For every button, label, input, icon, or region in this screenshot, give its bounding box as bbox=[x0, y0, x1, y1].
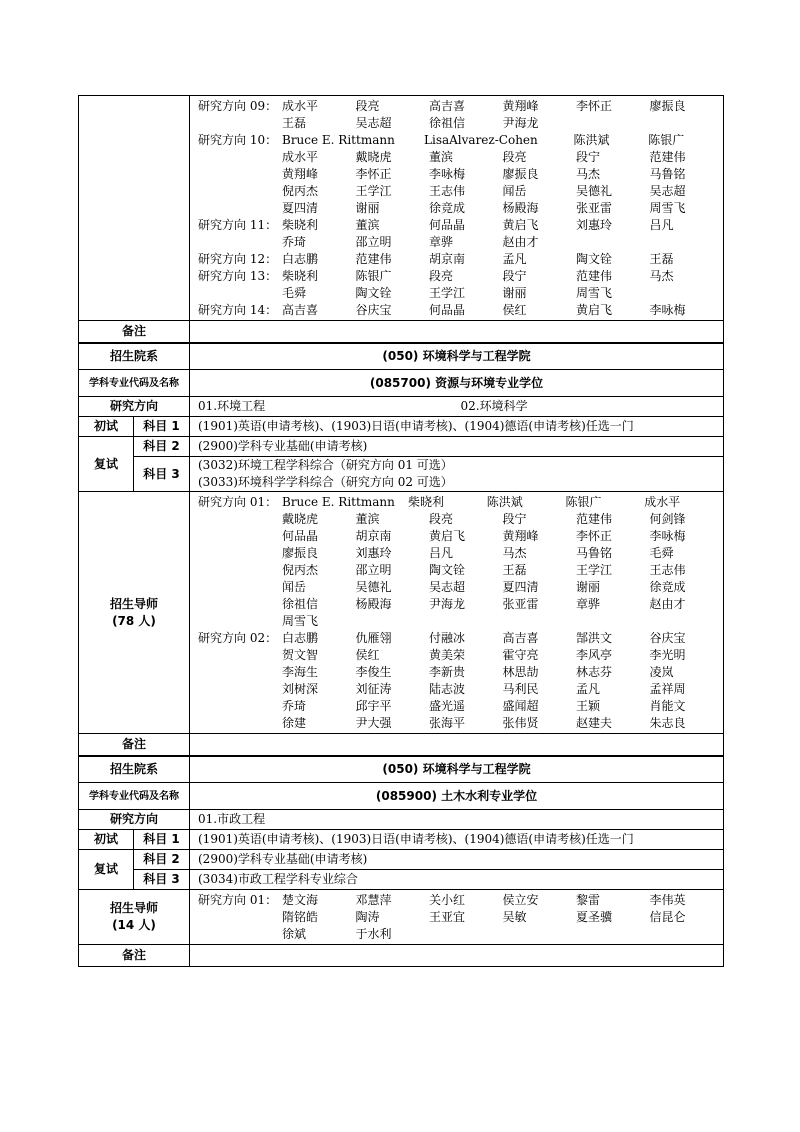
supervisor-name: Bruce E. Rittmann bbox=[282, 133, 395, 147]
supervisor-name: 陈洪斌 bbox=[573, 133, 610, 147]
supervisor-name: 戴晓虎 bbox=[355, 150, 392, 164]
research-direction-label: 研究方向 10： bbox=[198, 133, 278, 147]
research-direction-label: 研究方向 13： bbox=[198, 269, 278, 283]
supervisor-name: 吴志超 bbox=[355, 116, 392, 130]
supervisor-name: 倪丙杰 bbox=[282, 184, 319, 198]
supervisor-name: 马杰 bbox=[649, 269, 674, 283]
subject1-value: (1901)英语(申请考核)、(1903)日语(申请考核)、(1904)德语(申请考核)任选一门 bbox=[190, 830, 724, 850]
supervisor-name: 张伟贤 bbox=[502, 716, 539, 730]
supervisor-name: 盛闻超 bbox=[502, 699, 539, 713]
supervisor-name: 谢丽 bbox=[576, 580, 601, 594]
supervisor-name: 张亚雷 bbox=[576, 201, 613, 215]
supervisor-name: 刘征涛 bbox=[355, 682, 392, 696]
supervisor-name: 范建伟 bbox=[649, 150, 686, 164]
supervisor-name: 李咏梅 bbox=[649, 303, 686, 317]
supervisor-name: 倪丙杰 bbox=[282, 563, 319, 577]
supervisor-name: 章骅 bbox=[429, 235, 454, 249]
supervisor-name: 李怀正 bbox=[576, 99, 613, 113]
remark-label: 备注 bbox=[79, 734, 190, 756]
supervisor-name: 吴德礼 bbox=[355, 580, 392, 594]
supervisor-name: 段亮 bbox=[429, 269, 454, 283]
supervisor-name: 徐祖信 bbox=[282, 597, 319, 611]
supervisor-name: 邵立明 bbox=[355, 563, 392, 577]
supervisor-name: 夏四清 bbox=[502, 580, 539, 594]
supervisor-name: 徐祖信 bbox=[429, 116, 466, 130]
supervisor-name: 董滨 bbox=[429, 150, 454, 164]
remark-value bbox=[190, 734, 724, 756]
supervisor-name: 黄翔峰 bbox=[282, 167, 319, 181]
supervisor-name: 侯立安 bbox=[502, 893, 539, 907]
supervisor-name: 盛光遥 bbox=[429, 699, 466, 713]
supervisor-name: 尹海龙 bbox=[429, 597, 466, 611]
supervisor-name: 闻岳 bbox=[282, 580, 307, 594]
retest-label: 复试 bbox=[79, 437, 134, 492]
supervisor-name: 尹海龙 bbox=[502, 116, 539, 130]
supervisor-name: 徐竞成 bbox=[429, 201, 466, 215]
supervisor-name: 闻岳 bbox=[502, 184, 527, 198]
subject2-label: 科目 2 bbox=[134, 850, 190, 870]
retest-label: 复试 bbox=[79, 850, 134, 890]
supervisor-name: 侯红 bbox=[502, 303, 527, 317]
supervisor-name: 胡京南 bbox=[355, 529, 392, 543]
supervisor-name: 王磊 bbox=[282, 116, 307, 130]
supervisor-count: (78 人) bbox=[112, 613, 156, 628]
supervisor-name: 侯红 bbox=[355, 648, 380, 662]
supervisor-name: 谷庆宝 bbox=[649, 631, 686, 645]
supervisor-name: 柴晓利 bbox=[282, 269, 319, 283]
supervisor-name: 董滨 bbox=[355, 218, 380, 232]
direction-01: 01.环境工程 bbox=[198, 399, 266, 413]
research-direction-label: 研究方向 11： bbox=[198, 218, 278, 232]
supervisor-name: 李咏梅 bbox=[429, 167, 466, 181]
research-direction-label: 研究方向 01： bbox=[198, 495, 278, 509]
supervisor-name: 马杰 bbox=[502, 546, 527, 560]
supervisor-name: 廖振良 bbox=[282, 546, 319, 560]
supervisor-label: 招生导师 bbox=[109, 596, 158, 611]
subject2-label: 科目 2 bbox=[134, 437, 190, 457]
subject3-line: (3033)环境科学学科综合（研究方向 02 可选） bbox=[198, 475, 453, 489]
supervisor-name: 董滨 bbox=[355, 512, 380, 526]
supervisor-name: 孟凡 bbox=[502, 252, 527, 266]
supervisor-name: 林思劼 bbox=[502, 665, 539, 679]
research-direction bbox=[198, 132, 723, 217]
supervisor-name: 廖振良 bbox=[649, 99, 686, 113]
supervisor-name: 陈银广 bbox=[355, 269, 392, 283]
direction-label: 研究方向 bbox=[79, 397, 190, 417]
supervisor-name: 马鲁铭 bbox=[576, 546, 613, 560]
supervisor-name: 陶文铨 bbox=[429, 563, 466, 577]
direction-label: 研究方向 bbox=[79, 810, 190, 830]
supervisor-label-cell bbox=[79, 492, 190, 734]
first-exam-label: 初试 bbox=[79, 417, 134, 437]
supervisor-name: 徐斌 bbox=[282, 927, 307, 941]
supervisor-name: 关小红 bbox=[429, 893, 466, 907]
supervisor-name: 谷庆宝 bbox=[355, 303, 392, 317]
supervisor-name: 陶涛 bbox=[355, 910, 380, 924]
supervisor-name: 白志鹏 bbox=[282, 631, 319, 645]
remark-label: 备注 bbox=[79, 321, 190, 343]
major-label: 学科专业代码及名称 bbox=[79, 783, 190, 810]
supervisor-name: 张海平 bbox=[429, 716, 466, 730]
supervisor-name: 陈洪斌 bbox=[486, 495, 523, 509]
subject3-value: (3034)市政工程学科专业综合 bbox=[190, 870, 724, 890]
supervisor-name: 刘惠玲 bbox=[576, 218, 613, 232]
supervisor-name: 白志鹏 bbox=[282, 252, 319, 266]
supervisor-name: 陶文铨 bbox=[576, 252, 613, 266]
supervisor-name: 信昆仑 bbox=[649, 910, 686, 924]
research-direction-label: 研究方向 01： bbox=[198, 893, 278, 907]
supervisor-name: 李俊生 bbox=[355, 665, 392, 679]
supervisor-name: 邱宇平 bbox=[355, 699, 392, 713]
college-value: (050) 环境科学与工程学院 bbox=[190, 343, 724, 370]
supervisor-name: 于水利 bbox=[355, 927, 392, 941]
supervisor-name: 孟凡 bbox=[576, 682, 601, 696]
supervisor-name: 尹大强 bbox=[355, 716, 392, 730]
supervisor-name: 廖振良 bbox=[502, 167, 539, 181]
supervisor-name: 赵由才 bbox=[502, 235, 539, 249]
research-direction bbox=[198, 302, 723, 319]
supervisor-name: 刘树深 bbox=[282, 682, 319, 696]
supervisor-name: 肖能文 bbox=[649, 699, 686, 713]
supervisor-name: 黄启飞 bbox=[576, 303, 613, 317]
supervisor-name: 仇雁翎 bbox=[355, 631, 392, 645]
supervisor-name: 贺文智 bbox=[282, 648, 319, 662]
supervisor-name: 李伟英 bbox=[649, 893, 686, 907]
supervisor-name: 王亚宜 bbox=[429, 910, 466, 924]
supervisor-name: 黄美荣 bbox=[429, 648, 466, 662]
supervisor-name: 刘惠玲 bbox=[355, 546, 392, 560]
subject1-value: (1901)英语(申请考核)、(1903)日语(申请考核)、(1904)德语(申请考核)任选一门 bbox=[190, 417, 724, 437]
supervisor-name: 周雪飞 bbox=[576, 286, 613, 300]
supervisor-name: 何品晶 bbox=[429, 218, 466, 232]
direction-values bbox=[190, 397, 724, 417]
supervisor-name: Bruce E. Rittmann bbox=[282, 495, 395, 509]
supervisor-name: 吕凡 bbox=[429, 546, 454, 560]
supervisor-name: 黄翔峰 bbox=[502, 529, 539, 543]
major-value: (085700) 资源与环境专业学位 bbox=[190, 370, 724, 397]
supervisor-name: 周雪飞 bbox=[282, 614, 319, 628]
supervisor-name: 陈银广 bbox=[565, 495, 602, 509]
subject1-label: 科目 1 bbox=[134, 830, 190, 850]
supervisor-name: 吴敏 bbox=[502, 910, 527, 924]
supervisor-name: 林志芬 bbox=[576, 665, 613, 679]
supervisor-name: 何品晶 bbox=[282, 529, 319, 543]
supervisor-name: 段亮 bbox=[502, 150, 527, 164]
supervisor-name: 李怀正 bbox=[576, 529, 613, 543]
remark-label: 备注 bbox=[79, 945, 190, 967]
subject3-label: 科目 3 bbox=[134, 457, 190, 492]
supervisor-name: 楚文海 bbox=[282, 893, 319, 907]
research-direction bbox=[198, 630, 723, 732]
supervisor-name: 黄翔峰 bbox=[502, 99, 539, 113]
supervisor-name: 陶文铨 bbox=[355, 286, 392, 300]
research-direction bbox=[198, 494, 723, 630]
supervisor-name: 邵立明 bbox=[355, 235, 392, 249]
subject2-value: (2900)学科专业基础(申请考核) bbox=[190, 437, 724, 457]
supervisor-name: 王磊 bbox=[649, 252, 674, 266]
supervisor-name: 成水平 bbox=[282, 99, 319, 113]
research-direction-label: 研究方向 09： bbox=[198, 99, 278, 113]
supervisor-name: 范建伟 bbox=[576, 512, 613, 526]
supervisor-name: 吴志超 bbox=[649, 184, 686, 198]
supervisor-name: 夏四清 bbox=[282, 201, 319, 215]
supervisor-name: 杨殿海 bbox=[502, 201, 539, 215]
supervisor-name: 李怀正 bbox=[355, 167, 392, 181]
research-direction bbox=[198, 217, 723, 251]
research-direction bbox=[198, 98, 723, 132]
supervisor-name: 郜洪文 bbox=[576, 631, 613, 645]
supervisor-name: 吴志超 bbox=[429, 580, 466, 594]
supervisor-name: 王颖 bbox=[576, 699, 601, 713]
supervisor-name: 黄启飞 bbox=[429, 529, 466, 543]
supervisor-name: 马鲁铭 bbox=[649, 167, 686, 181]
research-direction bbox=[198, 892, 723, 943]
supervisor-name: 赵建夫 bbox=[576, 716, 613, 730]
direction-02: 02.环境科学 bbox=[460, 399, 528, 413]
supervisor-name: 王志伟 bbox=[429, 184, 466, 198]
supervisor-name: 胡京南 bbox=[429, 252, 466, 266]
college-label: 招生院系 bbox=[79, 343, 190, 370]
remark-value bbox=[190, 945, 724, 967]
supervisor-name: 王学江 bbox=[576, 563, 613, 577]
supervisor-name: 段宁 bbox=[502, 269, 527, 283]
supervisor-name: 何剑锋 bbox=[649, 512, 686, 526]
supervisor-name: 李光明 bbox=[649, 648, 686, 662]
supervisor-name: 章骅 bbox=[576, 597, 601, 611]
supervisor-name: 张亚雷 bbox=[502, 597, 539, 611]
supervisor-name: 毛舜 bbox=[649, 546, 674, 560]
supervisor-name: 范建伟 bbox=[355, 252, 392, 266]
subject1-label: 科目 1 bbox=[134, 417, 190, 437]
supervisor-name: 范建伟 bbox=[576, 269, 613, 283]
supervisor-name: 乔琦 bbox=[282, 235, 307, 249]
research-direction bbox=[198, 251, 723, 268]
supervisor-name: 陆志波 bbox=[429, 682, 466, 696]
college-value: (050) 环境科学与工程学院 bbox=[190, 756, 724, 783]
supervisor-name: 马利民 bbox=[502, 682, 539, 696]
supervisor-name: 李新贵 bbox=[429, 665, 466, 679]
research-direction-label: 研究方向 02： bbox=[198, 631, 278, 645]
supervisor-count: (14 人) bbox=[112, 918, 156, 932]
supervisor-name: 隋铭皓 bbox=[282, 910, 319, 924]
supervisor-name: 赵由才 bbox=[649, 597, 686, 611]
supervisor-name: 凌岚 bbox=[649, 665, 674, 679]
supervisor-name: 柴晓利 bbox=[282, 218, 319, 232]
supervisor-name: 乔琦 bbox=[282, 699, 307, 713]
college-label: 招生院系 bbox=[79, 756, 190, 783]
supervisor-label: 招生导师 bbox=[109, 901, 158, 915]
supervisor-name: 李风亭 bbox=[576, 648, 613, 662]
supervisor-name: 谢丽 bbox=[502, 286, 527, 300]
supervisor-name: 吴德礼 bbox=[576, 184, 613, 198]
supervisor-name: 黎雷 bbox=[576, 893, 601, 907]
research-direction bbox=[198, 268, 723, 302]
supervisor-name: 孟祥周 bbox=[649, 682, 686, 696]
supervisor-name: 李海生 bbox=[282, 665, 319, 679]
supervisors bbox=[190, 890, 724, 945]
research-direction-label: 研究方向 14： bbox=[198, 303, 278, 317]
supervisor-name: 高吉喜 bbox=[282, 303, 319, 317]
supervisor-name: 成水平 bbox=[282, 150, 319, 164]
supervisor-name: 戴晓虎 bbox=[282, 512, 319, 526]
supervisor-name: 霍守亮 bbox=[502, 648, 539, 662]
supervisor-label-cell bbox=[79, 890, 190, 945]
admission-table bbox=[78, 95, 724, 967]
supervisor-name: 李咏梅 bbox=[649, 529, 686, 543]
remark-value bbox=[190, 321, 724, 343]
subject3-value bbox=[190, 457, 724, 492]
supervisor-name: 柴晓利 bbox=[408, 495, 445, 509]
supervisor-name: 吕凡 bbox=[649, 218, 674, 232]
continued-supervisors bbox=[190, 96, 724, 321]
subject2-value: (2900)学科专业基础(申请考核) bbox=[190, 850, 724, 870]
supervisor-name: 陈银广 bbox=[648, 133, 685, 147]
supervisor-name: 何品晶 bbox=[429, 303, 466, 317]
supervisor-name: 谢丽 bbox=[355, 201, 380, 215]
supervisor-name: 段亮 bbox=[429, 512, 454, 526]
supervisor-name: 王学江 bbox=[355, 184, 392, 198]
supervisor-name: 王磊 bbox=[502, 563, 527, 577]
supervisor-name: 黄启飞 bbox=[502, 218, 539, 232]
first-exam-label: 初试 bbox=[79, 830, 134, 850]
supervisor-name: 毛舜 bbox=[282, 286, 307, 300]
supervisor-name: 马杰 bbox=[576, 167, 601, 181]
supervisor-name: 周雪飞 bbox=[649, 201, 686, 215]
major-value: (085900) 土木水利专业学位 bbox=[190, 783, 724, 810]
supervisor-name: 夏圣骥 bbox=[576, 910, 613, 924]
supervisor-name: LisaAlvarez-Cohen bbox=[424, 133, 538, 147]
supervisors bbox=[190, 492, 724, 734]
research-direction-label: 研究方向 12： bbox=[198, 252, 278, 266]
direction-value: 01.市政工程 bbox=[190, 810, 724, 830]
supervisor-name: 段亮 bbox=[355, 99, 380, 113]
supervisor-name: 高吉喜 bbox=[502, 631, 539, 645]
supervisor-name: 成水平 bbox=[644, 495, 681, 509]
subject3-label: 科目 3 bbox=[134, 870, 190, 890]
supervisor-name: 高吉喜 bbox=[429, 99, 466, 113]
major-label: 学科专业代码及名称 bbox=[79, 370, 190, 397]
subject3-line: (3032)环境工程学科综合（研究方向 01 可选） bbox=[198, 458, 453, 472]
supervisor-name: 付融冰 bbox=[429, 631, 466, 645]
continued-label-cell bbox=[79, 96, 190, 321]
supervisor-name: 徐竞成 bbox=[649, 580, 686, 594]
supervisor-name: 段宁 bbox=[576, 150, 601, 164]
supervisor-name: 朱志良 bbox=[649, 716, 686, 730]
supervisor-name: 杨殿海 bbox=[355, 597, 392, 611]
supervisor-name: 王志伟 bbox=[649, 563, 686, 577]
supervisor-name: 段宁 bbox=[502, 512, 527, 526]
supervisor-name: 徐建 bbox=[282, 716, 307, 730]
supervisor-name: 邓慧萍 bbox=[355, 893, 392, 907]
supervisor-name: 王学江 bbox=[429, 286, 466, 300]
